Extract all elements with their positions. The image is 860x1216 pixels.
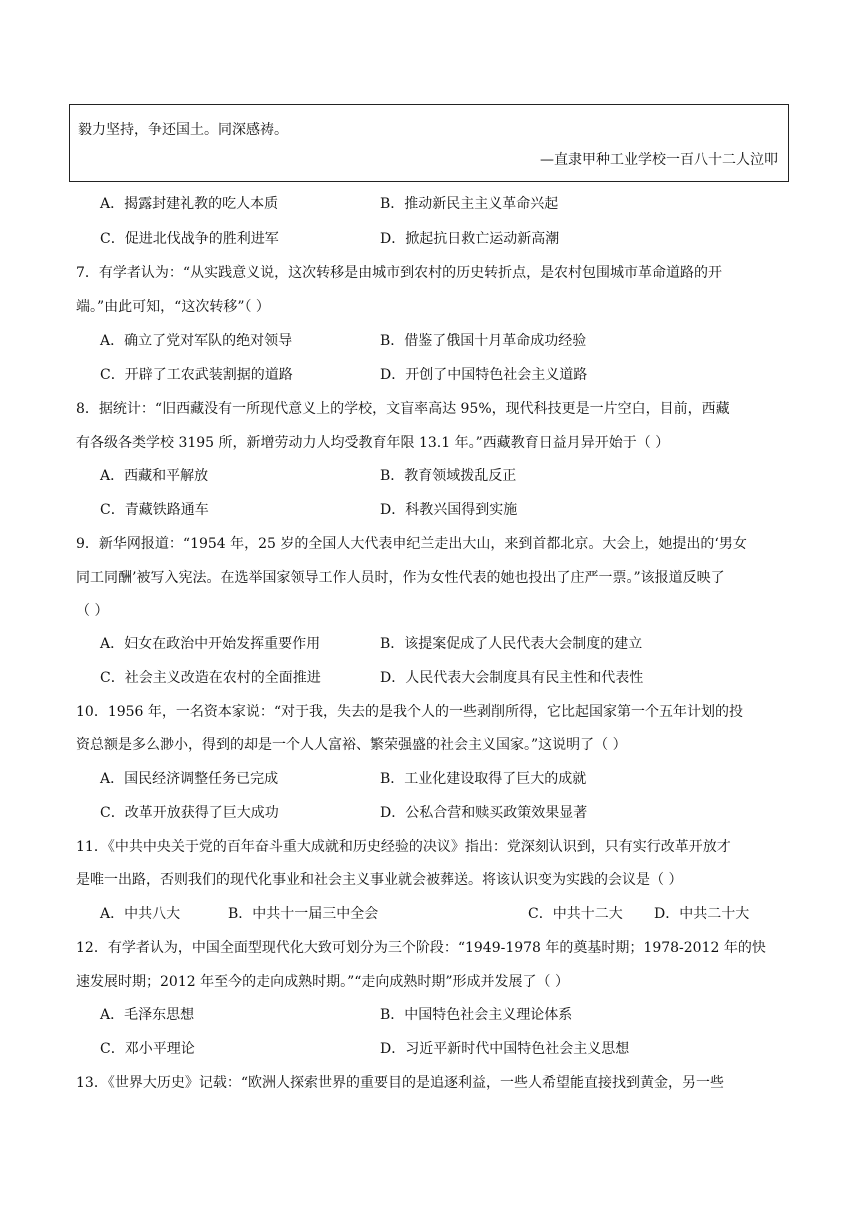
q8-option-d: D．科教兴国得到实施: [380, 502, 518, 518]
q8-stem-line2: 有各级各类学校 3195 所，新增劳动力人均受教育年限 13.1 年。”西藏教育日益月异开始于（ ）: [76, 435, 670, 451]
q6-option-d: D．掀起抗日救亡运动新高潮: [380, 231, 560, 247]
q9-stem-line1: 9．新华网报道：“1954 年，25 岁的全国人大代表申纪兰走出大山，来到首都北京。大会上，她提出的‘男女: [76, 536, 747, 552]
q8-stem-line1: 8．据统计：“旧西藏没有一所现代意义上的学校，文盲率高达 95%，现代科技更是一片空白，目前，西藏: [76, 401, 730, 417]
q11-option-d: D．中共二十大: [654, 906, 750, 922]
q12-option-a: A．毛泽东思想: [100, 1007, 195, 1023]
q12-option-d: D．习近平新时代中国特色社会主义思想: [380, 1041, 630, 1057]
q10-stem-line2: 资总额是多么渺小，得到的却是一个人人富裕、繁荣强盛的社会主义国家。”这说明了（ ）: [76, 737, 627, 753]
quote-text: 毅力坚持，争还国土。同深感祷。: [78, 122, 288, 138]
q7-stem-line1: 7．有学者认为：“从实践意义说，这次转移是由城市到农村的历史转折点，是农村包围城市革命道路的开: [76, 265, 723, 281]
q7-option-b: B．借鉴了俄国十月革命成功经验: [380, 333, 587, 349]
q6-option-a: A．揭露封建礼教的吃人本质: [100, 196, 279, 212]
q11-stem-line1: 11．《中共中央关于党的百年奋斗重大成就和历史经验的决议》指出：党深刻认识到，只有实行改革开放才: [76, 839, 731, 855]
q13-stem-line1: 13．《世界大历史》记载：“欧洲人探索世界的重要目的是追逐利益，一些人希望能直接找到黄金，另一些: [76, 1075, 724, 1091]
q10-option-d: D．公私合营和赎买政策效果显著: [380, 805, 588, 821]
q10-option-c: C．改革开放获得了巨大成功: [100, 805, 279, 821]
q12-option-b: B．中国特色社会主义理论体系: [380, 1007, 573, 1023]
q11-option-c: C．中共十二大: [528, 906, 623, 922]
q12-stem-line2: 速发展时期；2012 年至今的走向成熟时期。”“走向成熟时期”形成并发展了（ ）: [76, 974, 569, 990]
q7-stem-line2: 端。”由此可知，“这次转移”（ ）: [76, 299, 270, 315]
q10-option-a: A．国民经济调整任务已完成: [100, 771, 279, 787]
quote-box: [69, 104, 789, 182]
q8-option-c: C．青藏铁路通车: [100, 502, 209, 518]
q10-option-b: B．工业化建设取得了巨大的成就: [380, 771, 587, 787]
q8-option-b: B．教育领域拨乱反正: [380, 468, 517, 484]
q6-option-b: B．推动新民主主义革命兴起: [380, 196, 559, 212]
quote-signature: —直隶甲种工业学校一百八十二人泣叩: [540, 152, 778, 168]
q10-stem-line1: 10．1956 年，一名资本家说：“对于我，失去的是我个人的一些剥削所得，它比起国家第一个五年计划的投: [76, 704, 744, 720]
q9-option-a: A．妇女在政治中开始发挥重要作用: [100, 636, 321, 652]
q8-option-a: A．西藏和平解放: [100, 468, 209, 484]
q11-stem-line2: 是唯一出路，否则我们的现代化事业和社会主义事业就会被葬送。将该认识变为实践的会议是（ ）: [76, 872, 683, 888]
q12-stem-line1: 12．有学者认为，中国全面型现代化大致可划分为三个阶段：“1949-1978 年的奠基时期；1978-2012 年的快: [76, 940, 766, 956]
q9-option-d: D．人民代表大会制度具有民主性和代表性: [380, 670, 644, 686]
q7-option-c: C．开辟了工农武装割据的道路: [100, 367, 293, 383]
q9-option-b: B．该提案促成了人民代表大会制度的建立: [380, 636, 643, 652]
q7-option-a: A．确立了党对军队的绝对领导: [100, 333, 293, 349]
q6-option-c: C．促进北伐战争的胜利进军: [100, 231, 279, 247]
q11-option-a: A．中共八大: [100, 906, 181, 922]
q9-option-c: C．社会主义改造在农村的全面推进: [100, 670, 321, 686]
q12-option-c: C．邓小平理论: [100, 1041, 195, 1057]
q11-option-b: B．中共十一届三中全会: [228, 906, 379, 922]
q7-option-d: D．开创了中国特色社会主义道路: [380, 367, 588, 383]
q9-stem-line3: （ ）: [76, 603, 109, 619]
q9-stem-line2: 同工同酬’被写入宪法。在选举国家领导工作人员时，作为女性代表的她也投出了庄严一票。”该报道反映了: [76, 570, 725, 586]
